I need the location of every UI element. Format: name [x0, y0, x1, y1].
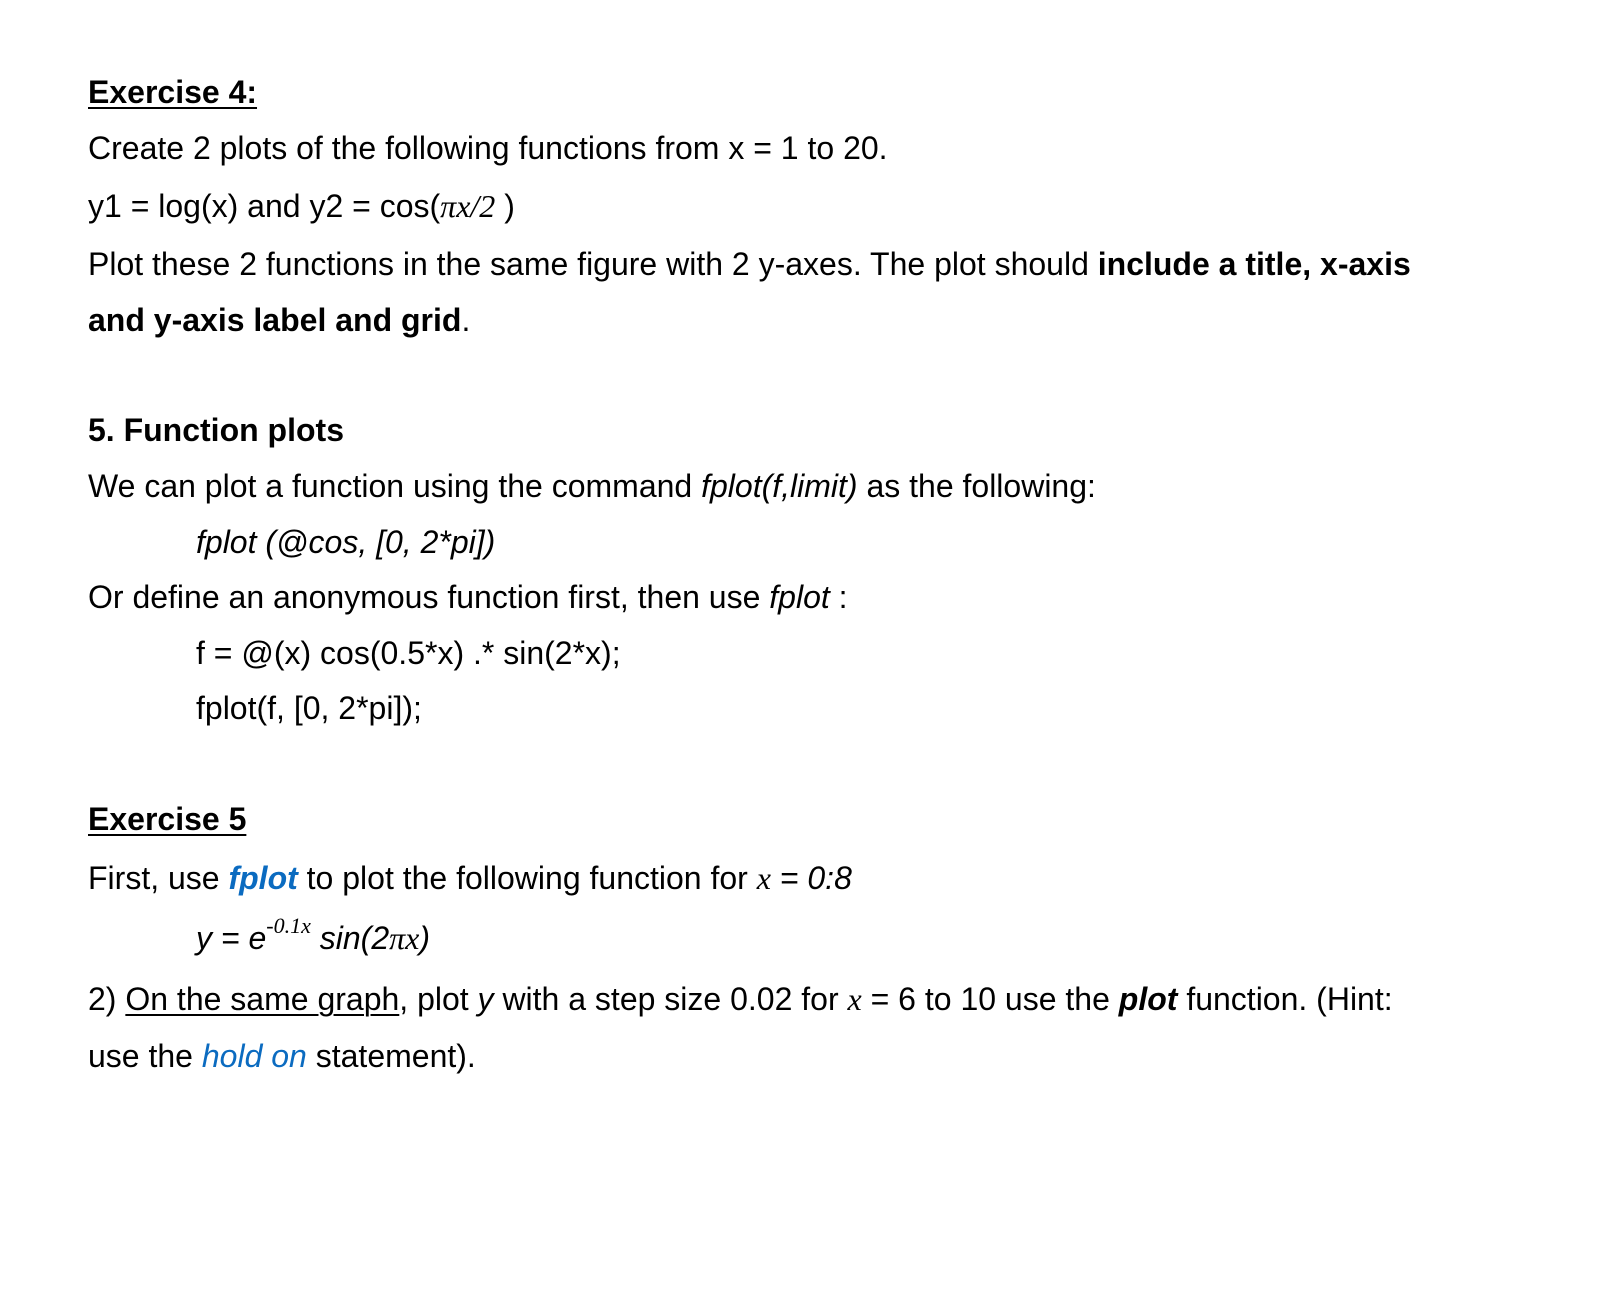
equation-sin: sin(2	[310, 920, 390, 956]
instructions-bold: include a title, x-axis	[1097, 246, 1411, 282]
exercise-5-part-2-cont	[88, 1036, 476, 1076]
plot-keyword: plot	[1118, 981, 1178, 1017]
section-5-or	[88, 577, 848, 617]
hold-on-keyword: hold on	[201, 1038, 307, 1074]
functions-text: y1 = log(x) and y2 = cos(	[88, 188, 441, 224]
same-graph-underlined: On the same graph	[125, 981, 400, 1017]
hint-text: use the	[88, 1038, 202, 1074]
equation-close: )	[419, 920, 430, 956]
x-variable-2: x	[847, 981, 862, 1017]
fplot-keyword: fplot	[228, 860, 298, 896]
intro-text-end: as the following:	[857, 468, 1096, 504]
exercise-4-heading: Exercise 4:	[88, 74, 258, 110]
exercise-5-part-2	[88, 979, 1393, 1019]
exercise-4-functions	[88, 186, 515, 226]
or-text-end: :	[829, 579, 848, 615]
intro-command: fplot(f,limit)	[701, 468, 858, 504]
equation-exponent: -0.1x	[266, 913, 311, 939]
or-command: fplot	[769, 579, 830, 615]
part-2-text-4: function. (Hint:	[1177, 981, 1393, 1017]
x-variable: x	[756, 860, 771, 896]
part-2-number: 2)	[88, 981, 126, 1017]
section-5-intro	[88, 466, 1096, 506]
exercise-5-heading: Exercise 5	[88, 801, 247, 837]
equation-pi-x: πx	[389, 920, 420, 956]
exercise-4-line-4	[88, 300, 470, 340]
hint-text-end: statement).	[306, 1038, 476, 1074]
instructions-text: Plot these 2 functions in the same figure with 2 y-axes. The plot should	[88, 246, 1098, 282]
or-text: Or define an anonymous function first, then use	[88, 579, 770, 615]
x-range: = 0:8	[770, 860, 852, 896]
exercise-5-first	[88, 858, 852, 898]
equation	[196, 913, 430, 958]
part-2-text-2: with a step size 0.02 for	[493, 981, 848, 1017]
code-line-3: fplot(f, [0, 2*pi]);	[196, 690, 422, 726]
cos-argument: πx/2	[440, 188, 496, 224]
code-line-1: fplot (@cos, [0, 2*pi])	[196, 524, 496, 560]
exercise-4-line-3	[88, 244, 1411, 284]
code-line-2: f = @(x) cos(0.5*x) .* sin(2*x);	[196, 635, 621, 671]
functions-close: )	[495, 188, 515, 224]
part-2-text: , plot	[399, 981, 478, 1017]
equation-lhs: y = e	[196, 920, 267, 956]
first-text: First, use	[88, 860, 229, 896]
instructions-period: .	[461, 302, 471, 338]
part-2-text-3: = 6 to 10 use the	[861, 981, 1119, 1017]
first-text-2: to plot the following function for	[297, 860, 757, 896]
intro-text: We can plot a function using the command	[88, 468, 702, 504]
exercise-4-line-1: Create 2 plots of the following functions from x = 1 to 20.	[88, 130, 888, 166]
y-variable: y	[477, 981, 494, 1017]
instructions-bold-2: and y-axis label and grid	[88, 302, 462, 338]
section-5-heading: 5. Function plots	[88, 412, 344, 448]
